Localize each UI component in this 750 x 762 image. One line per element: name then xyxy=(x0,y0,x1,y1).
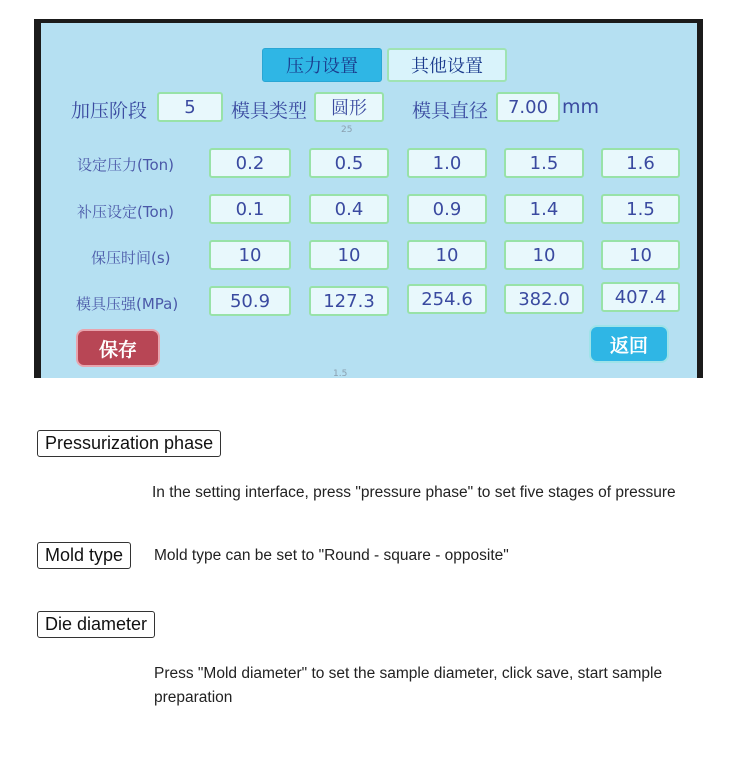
term-pressurization-phase: Pressurization phase xyxy=(37,430,221,457)
row-label-supplement-pressure: 补压设定(Ton) xyxy=(77,203,175,221)
supplement-pressure-stage-5[interactable]: 1.5 xyxy=(601,194,680,224)
set-pressure-stage-4[interactable]: 1.5 xyxy=(504,148,584,178)
device-screen xyxy=(41,23,697,378)
supplement-pressure-stage-3[interactable]: 0.9 xyxy=(407,194,487,224)
hold-time-stage-2[interactable]: 10 xyxy=(309,240,389,270)
supplement-pressure-stage-1[interactable]: 0.1 xyxy=(209,194,291,224)
mold-type-select[interactable]: 圆形 xyxy=(314,92,384,122)
desc-pressurization-phase: In the setting interface, press "pressure phase" to set five stages of pressure xyxy=(152,484,676,501)
row-label-mold-pressure: 模具压强(MPa) xyxy=(76,295,179,313)
diameter-input[interactable]: 7.00 xyxy=(496,92,560,122)
hint-text: 25 xyxy=(341,125,353,135)
set-pressure-stage-5[interactable]: 1.6 xyxy=(601,148,680,178)
back-button[interactable]: 返回 xyxy=(589,325,669,363)
set-pressure-stage-2[interactable]: 0.5 xyxy=(309,148,389,178)
tab-other-settings[interactable]: 其他设置 xyxy=(387,48,507,82)
desc-die-diameter: Press "Mold diameter" to set the sample diameter, click save, start sample preparation xyxy=(154,665,663,706)
mold-pressure-stage-2: 127.3 xyxy=(309,286,389,316)
hold-time-stage-1[interactable]: 10 xyxy=(209,240,291,270)
tab-pressure-settings[interactable]: 压力设置 xyxy=(262,48,382,82)
mold-pressure-stage-5: 407.4 xyxy=(601,282,680,312)
mold-type-label: 模具类型 xyxy=(231,100,308,122)
diameter-unit: mm xyxy=(562,96,600,118)
mold-pressure-stage-3: 254.6 xyxy=(407,284,487,314)
row-label-hold-time: 保压时间(s) xyxy=(91,249,171,267)
mold-pressure-stage-1: 50.9 xyxy=(209,286,291,316)
hold-time-stage-4[interactable]: 10 xyxy=(504,240,584,270)
hold-time-stage-5[interactable]: 10 xyxy=(601,240,680,270)
mold-pressure-stage-4: 382.0 xyxy=(504,284,584,314)
supplement-pressure-stage-4[interactable]: 1.4 xyxy=(504,194,584,224)
stage-input[interactable]: 5 xyxy=(157,92,223,122)
term-die-diameter: Die diameter xyxy=(37,611,155,638)
save-button[interactable]: 保存 xyxy=(76,329,160,367)
stage-label: 加压阶段 xyxy=(71,100,148,122)
row-label-set-pressure: 设定压力(Ton) xyxy=(77,156,175,174)
set-pressure-stage-1[interactable]: 0.2 xyxy=(209,148,291,178)
supplement-pressure-stage-2[interactable]: 0.4 xyxy=(309,194,389,224)
term-mold-type: Mold type xyxy=(37,542,131,569)
desc-mold-type: Mold type can be set to "Round - square - opposite" xyxy=(154,547,509,564)
device-screen-frame xyxy=(34,19,703,378)
set-pressure-stage-3[interactable]: 1.0 xyxy=(407,148,487,178)
footer-hint: 1.5 xyxy=(333,369,348,379)
diameter-label: 模具直径 xyxy=(412,100,489,122)
hold-time-stage-3[interactable]: 10 xyxy=(407,240,487,270)
